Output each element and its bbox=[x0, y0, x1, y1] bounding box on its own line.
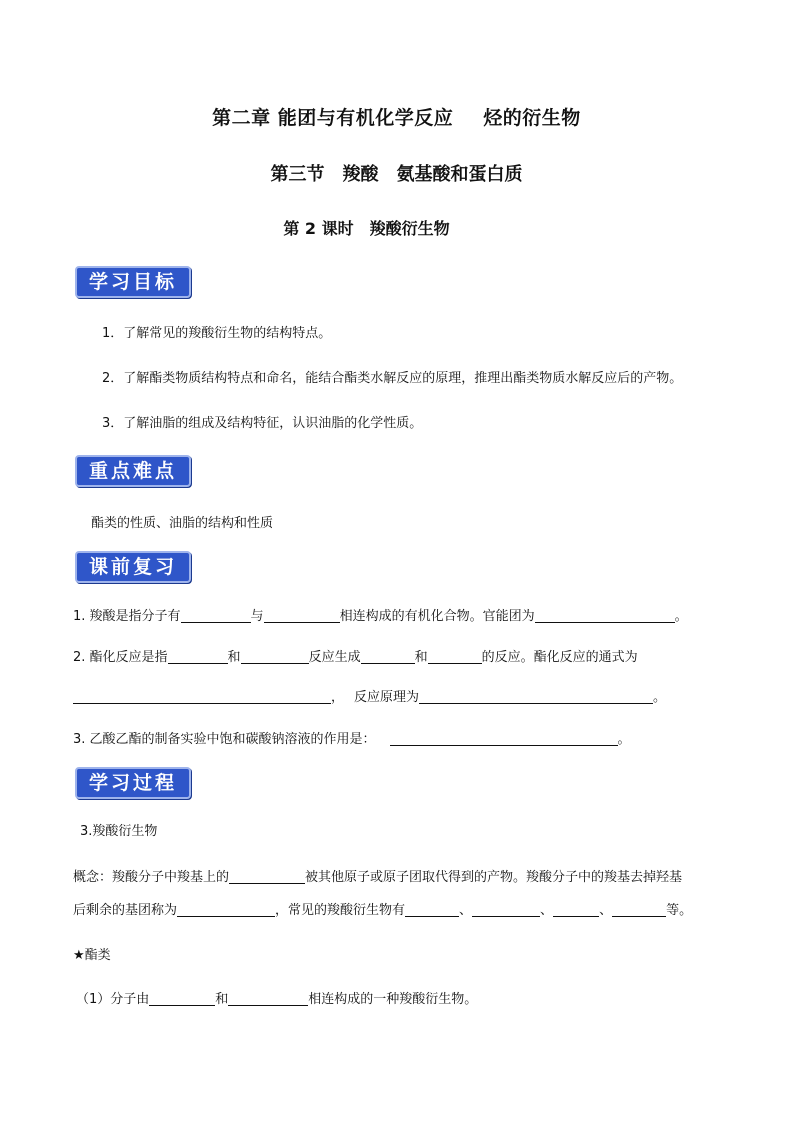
answer-blank[interactable] bbox=[149, 991, 215, 1006]
review-question-1: 1. 羧酸是指分子有 与 相连构成的有机化合物。官能团为 。 bbox=[73, 609, 688, 624]
key-points-badge: 重点难点 bbox=[75, 455, 191, 487]
chapter-subtitle: 烃的衍生物 bbox=[483, 107, 581, 129]
answer-blank[interactable] bbox=[553, 902, 599, 917]
chapter-name: 第二章 能团与有机化学反应 bbox=[212, 107, 454, 129]
key-points-text: 酯类的性质、油脂的结构和性质 bbox=[91, 516, 274, 531]
review-question-2: 2. 酯化反应是指 和 反应生成 和 的反应。酯化反应的通式为 bbox=[73, 650, 638, 665]
process-heading: 3.羧酸衍生物 bbox=[80, 824, 158, 839]
section-title bbox=[0, 160, 793, 186]
answer-blank[interactable] bbox=[168, 649, 228, 664]
goal-item-3: 3．了解油脂的组成及结构特征，认识油脂的化学性质。 bbox=[102, 416, 423, 431]
ester-heading: ★酯类 bbox=[73, 948, 111, 963]
answer-blank[interactable] bbox=[73, 689, 331, 704]
goal-item-2: 2．了解酯类物质结构特点和命名，能结合酯类水解反应的原理，推理出酯类物质水解反应后的产物。 bbox=[102, 371, 683, 386]
answer-blank[interactable] bbox=[228, 991, 308, 1006]
concept-line-1: 概念：羧酸分子中羧基上的 被其他原子或原子团取代得到的产物。羧酸分子中的羧基去掉羟基 bbox=[73, 870, 683, 885]
section-part-2: 氨基酸和蛋白质 bbox=[396, 164, 523, 185]
lesson-number: 第 2 课时 bbox=[283, 219, 354, 238]
answer-blank[interactable] bbox=[390, 731, 618, 746]
concept-line-2: 后剩余的基团称为 ，常见的羧酸衍生物有 、 、 、 等。 bbox=[73, 903, 693, 918]
answer-blank[interactable] bbox=[612, 902, 666, 917]
lesson-title bbox=[0, 216, 733, 239]
answer-blank[interactable] bbox=[361, 649, 415, 664]
answer-blank[interactable] bbox=[428, 649, 482, 664]
lesson-name: 羧酸衍生物 bbox=[369, 219, 450, 238]
process-badge: 学习过程 bbox=[75, 767, 191, 799]
answer-blank[interactable] bbox=[419, 689, 653, 704]
goals-badge: 学习目标 bbox=[75, 266, 191, 298]
answer-blank[interactable] bbox=[535, 608, 675, 623]
review-question-2-cont: ， 反应原理为 。 bbox=[73, 686, 666, 705]
section-part-1: 羧酸 bbox=[342, 164, 379, 185]
review-question-3: 3. 乙酸乙酯的制备实验中饱和碳酸钠溶液的作用是： 。 bbox=[73, 732, 631, 747]
answer-blank[interactable] bbox=[472, 902, 540, 917]
answer-blank[interactable] bbox=[229, 869, 305, 884]
goal-item-1: 1．了解常见的羧酸衍生物的结构特点。 bbox=[102, 326, 332, 341]
ester-question-1: （1）分子由 和 相连构成的一种羧酸衍生物。 bbox=[76, 992, 478, 1007]
section-number: 第三节 bbox=[270, 164, 325, 185]
answer-blank[interactable] bbox=[405, 902, 459, 917]
review-badge: 课前复习 bbox=[75, 551, 191, 583]
answer-blank[interactable] bbox=[264, 608, 340, 623]
chapter-title bbox=[0, 103, 793, 130]
answer-blank[interactable] bbox=[241, 649, 309, 664]
answer-blank[interactable] bbox=[181, 608, 251, 623]
answer-blank[interactable] bbox=[177, 902, 275, 917]
